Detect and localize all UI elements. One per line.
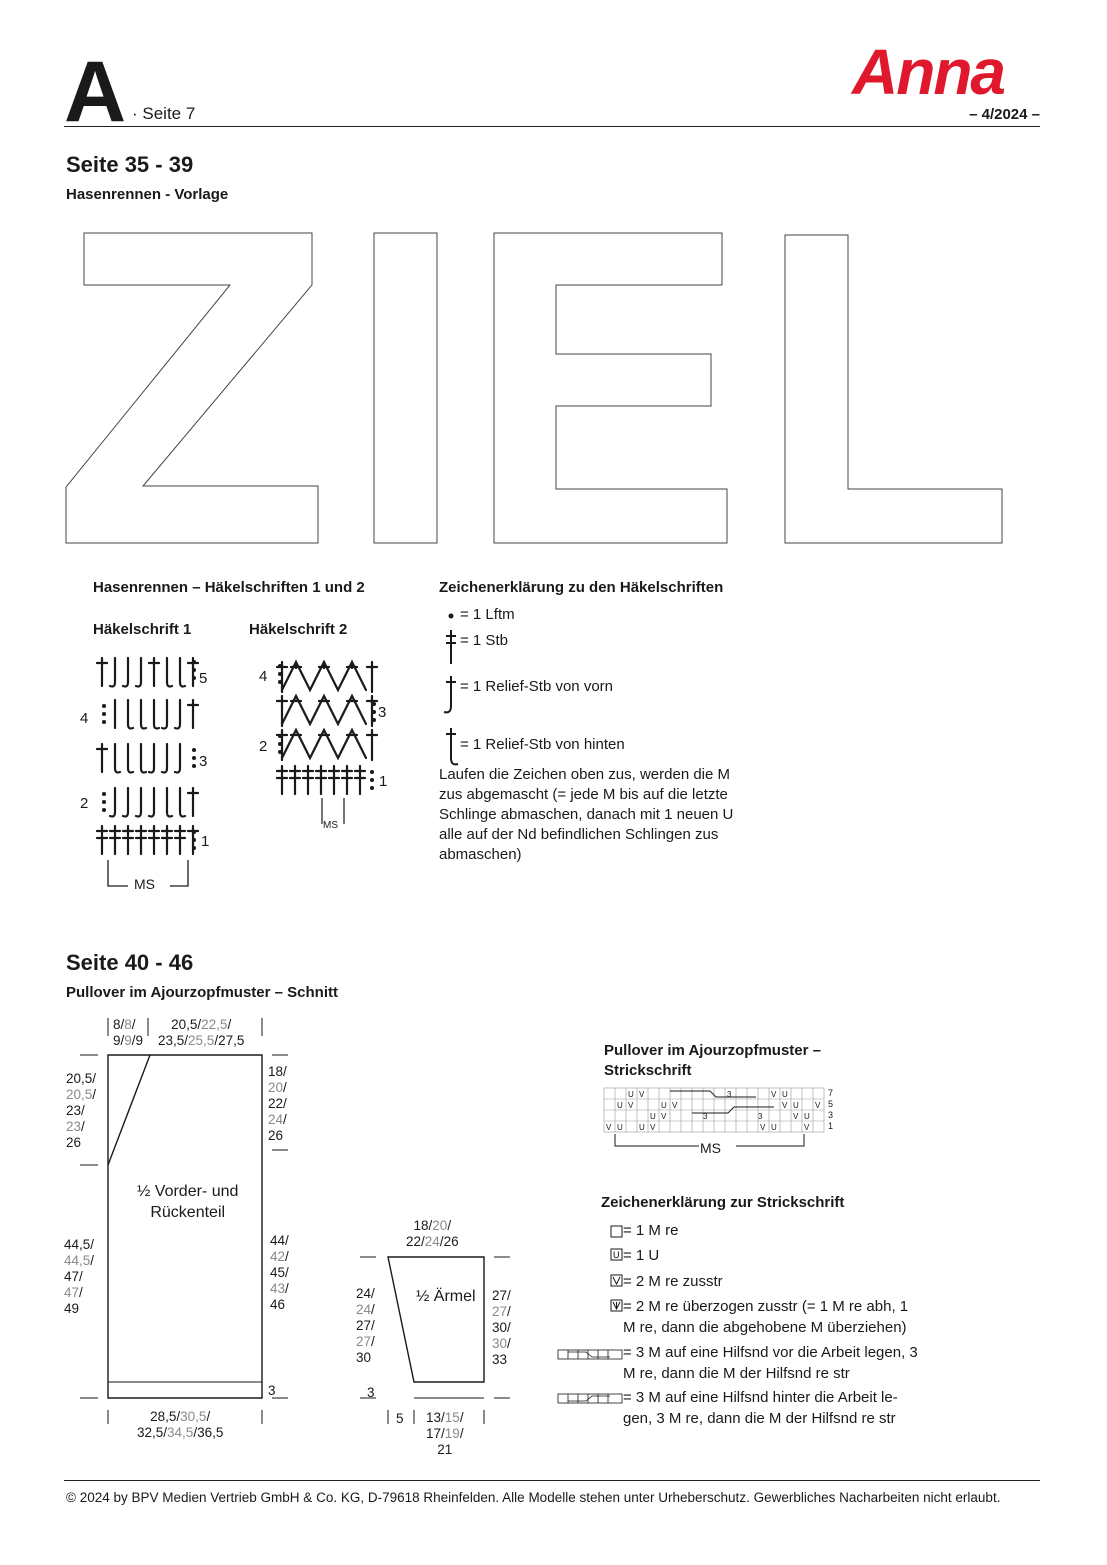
svg-text:V: V	[782, 1101, 788, 1110]
double-crochet-icon	[446, 630, 456, 664]
dim-rib-height: 3	[268, 1383, 276, 1398]
svg-text:U: U	[617, 1101, 623, 1110]
chart2-row-4	[277, 662, 377, 692]
brand-logo: Anna	[852, 36, 1004, 108]
svg-text:U: U	[613, 1250, 620, 1260]
svg-text:U: U	[628, 1090, 634, 1099]
svg-text:U: U	[782, 1090, 788, 1099]
chart2-row-label: 3	[378, 704, 387, 721]
chart2-ms-label: MS	[323, 820, 338, 831]
svg-text:U: U	[804, 1112, 810, 1121]
svg-text:V: V	[760, 1123, 766, 1132]
svg-text:V: V	[639, 1090, 645, 1099]
svg-text:U: U	[661, 1101, 667, 1110]
copyright-footer: © 2024 by BPV Medien Vertrieb GmbH & Co. KG, D-79618 Rheinfelden. Alle Modelle stehen unter Urheberschutz. Gewerbliches Nacharbeiten nicht erlaubt.	[66, 1490, 1001, 1505]
knit-legend-symbols	[556, 1220, 626, 1430]
svg-text:U: U	[639, 1123, 645, 1132]
chart1-row-label: 2	[80, 795, 89, 812]
knit-legend-item: = 2 M re überzogen zusstr (= 1 M re abh, 1 M re, dann die abgehobene M überziehen)	[623, 1298, 909, 1336]
cable-back-icon	[558, 1394, 622, 1403]
dim-body-length: 44,5/ 44,5/ 47/ 47/ 49	[64, 1237, 95, 1316]
sleeve-piece-outline	[388, 1257, 484, 1382]
section2-title: Seite 40 - 46	[66, 950, 194, 975]
dim-shoulder-top: 8/8/ 9/9/9	[113, 1017, 144, 1048]
dim-sleeve-length-right: 27/ 27/ 30/ 30/ 33	[492, 1288, 511, 1367]
svg-text:V: V	[650, 1123, 656, 1132]
knit-chart-title: Pullover im Ajourzopfmuster – Strickschrift	[604, 1042, 821, 1079]
crochet-chart-2	[260, 650, 400, 840]
chart1-row-label: 4	[80, 710, 89, 727]
page-label: · Seite 7	[132, 104, 196, 123]
section1-subtitle: Hasenrennen - Vorlage	[66, 186, 229, 203]
knit-legend-item: = 1 U	[623, 1247, 660, 1264]
svg-text:3: 3	[727, 1090, 732, 1099]
chart2-title: Häkelschrift 2	[249, 621, 348, 638]
chart1-row-label: 5	[199, 670, 208, 687]
cable-front-icon	[558, 1350, 622, 1359]
chart2-row-label: 4	[259, 668, 268, 685]
legend-item: = 1 Relief-Stb von hinten	[460, 736, 625, 753]
chart2-row-label: 2	[259, 738, 268, 755]
knit-legend-item: = 2 M re zusstr	[623, 1273, 723, 1290]
crochet-chart-1	[70, 640, 220, 900]
chart2-row-1	[277, 766, 365, 794]
legend-item: = 1 Relief-Stb von vorn	[460, 678, 613, 695]
svg-text:V: V	[672, 1101, 678, 1110]
svg-text:3: 3	[703, 1112, 708, 1121]
crochet-note: Laufen die Zeichen oben zus, werden die M zus abgemascht (= jede M bis auf die letzte Schlinge abmaschen, danach mit 1 neuen U alle auf der Nd befindlichen Schlingen zus abmaschen)	[439, 766, 734, 863]
knit-stitch-icon	[611, 1226, 622, 1237]
footer-rule	[64, 1480, 1040, 1481]
chart1-row-label: 3	[199, 753, 208, 770]
chart2-row-3	[277, 696, 377, 726]
chain-stitch-icon	[449, 614, 454, 619]
svg-text:U: U	[793, 1101, 799, 1110]
chart1-row-1	[97, 826, 198, 854]
chart2-row-label: 1	[379, 773, 388, 790]
svg-text:V: V	[804, 1123, 810, 1132]
dim-body-width: 28,5/30,5/ 32,5/34,5/36,5	[137, 1409, 224, 1440]
dim-side-length: 44/ 42/ 45/ 43/ 46	[270, 1233, 289, 1312]
chart1-ms-label: MS	[134, 876, 155, 892]
legend-item: = 1 Stb	[460, 632, 508, 649]
dim-cuff-offset: 5	[396, 1411, 404, 1426]
chart2-row-2	[277, 730, 377, 760]
svg-text:3: 3	[758, 1112, 763, 1121]
dim-neck-width: 20,5/22,5/ 23,5/25,5/27,5	[158, 1017, 245, 1048]
letter-z-outline	[66, 233, 318, 543]
knit-legend-item: = 3 M auf eine Hilfsnd hinter die Arbeit le- gen, 3 M re, dann die M der Hilfsnd re str	[623, 1389, 898, 1427]
section1-title: Seite 35 - 39	[66, 152, 194, 177]
dim-sleeve-top: 18/20/ 22/24/26	[406, 1218, 459, 1249]
crochet-legend-title: Zeichenerklärung zu den Häkelschriften	[439, 579, 724, 596]
back-post-dc-icon	[446, 728, 458, 764]
letter-i-outline	[374, 233, 437, 543]
svg-text:V: V	[771, 1090, 777, 1099]
svg-text:V: V	[815, 1101, 821, 1110]
dim-sleeve-length-left: 24/ 24/ 27/ 27/ 30	[356, 1286, 375, 1365]
letter-l-outline	[785, 235, 1002, 543]
knit-legend-item: = 3 M auf eine Hilfsnd vor die Arbeit legen, 3 M re, dann die M der Hilfsnd re str	[623, 1344, 918, 1382]
chart1-title: Häkelschrift 1	[93, 621, 192, 638]
chart1-row-3	[97, 744, 180, 773]
svg-text:V: V	[606, 1123, 612, 1132]
knit-legend-item: = 1 M re	[623, 1222, 679, 1239]
knit-chart	[604, 1088, 844, 1158]
chart1-row-5	[97, 658, 198, 687]
legend-item: = 1 Lftm	[460, 606, 515, 623]
body-piece-label: ½ Vorder- und Rückenteil	[137, 1183, 239, 1221]
svg-text:U: U	[650, 1112, 656, 1121]
svg-text:U: U	[771, 1123, 777, 1132]
svg-text:U: U	[617, 1123, 623, 1132]
sleeve-piece-label: ½ Ärmel	[416, 1288, 476, 1305]
section-letter: A	[64, 44, 127, 140]
crochet-charts-heading: Hasenrennen – Häkelschriften 1 und 2	[93, 579, 365, 596]
knit-chart-ms-label: MS	[700, 1140, 721, 1156]
svg-text:V: V	[628, 1101, 634, 1110]
knit-chart-row-labels: 7 5 3 1	[828, 1088, 834, 1131]
ziel-template	[0, 0, 1107, 600]
section2-subtitle: Pullover im Ajourzopfmuster – Schnitt	[66, 984, 338, 1001]
chart1-row-2	[110, 788, 198, 817]
knit-legend-title: Zeichenerklärung zur Strickschrift	[601, 1194, 845, 1211]
svg-text:V: V	[661, 1112, 667, 1121]
chart1-row-4	[115, 700, 198, 729]
chart1-row-label: 1	[201, 833, 210, 850]
dim-armhole-depth: 20,5/ 20,5/ 23/ 23/ 26	[66, 1071, 97, 1150]
dim-neck-depth: 18/ 20/ 22/ 24/ 26	[268, 1064, 287, 1143]
dim-cuff-height: 3	[367, 1385, 375, 1400]
letter-e-outline	[494, 233, 727, 543]
dim-cuff-width: 13/15/ 17/19/ 21	[426, 1410, 464, 1457]
svg-text:V: V	[793, 1112, 799, 1121]
front-post-dc-icon	[444, 676, 456, 712]
issue-number: – 4/2024 –	[969, 106, 1040, 123]
